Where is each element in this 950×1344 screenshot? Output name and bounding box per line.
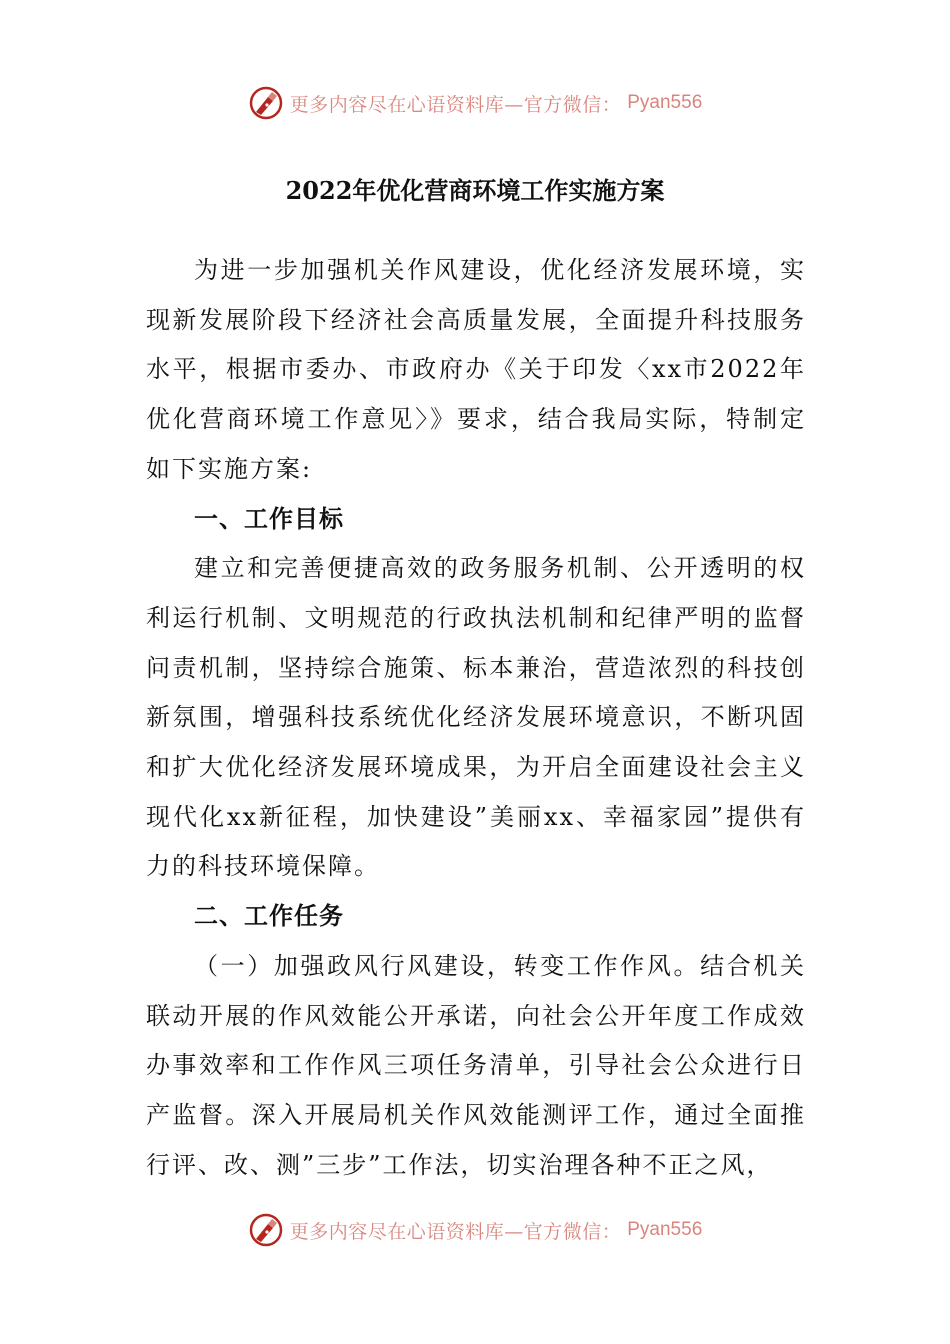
watermark-wechat-id: Pyan556	[627, 1219, 703, 1240]
document-title: 2022年优化营商环境工作实施方案	[285, 176, 665, 205]
task-item-1-paragraph: （一）加强政风行风建设，转变工作作风。结合机关联动开展的作风效能公开承诺，向社会公开年度工作成效办事效率和工作作风三项任务清单，引导社会公众进行日产监督。深入开展局机关作风效能测评工作，通过全面推行评、改、测”三步”工作法，切实治理各种不正之风，	[146, 951, 806, 1179]
section-heading-tasks: 二、工作任务	[194, 902, 344, 931]
watermark-text: 更多内容尽在心语资料库—官方微信：	[289, 1220, 622, 1243]
watermark-text: 更多内容尽在心语资料库—官方微信：	[289, 93, 622, 116]
section-heading-goals: 一、工作目标	[194, 504, 344, 533]
footer-watermark-banner	[0, 1210, 950, 1250]
header-watermark-banner	[0, 83, 950, 123]
goals-paragraph: 建立和完善便捷高效的政务服务机制、公开透明的权利运行机制、文明规范的行政执法机制和纪律严明的监督问责机制，坚持综合施策、标本兼治，营造浓烈的科技创新氛围，增强科技系统优化经济发展环境意识，不断巩固和扩大优化经济发展环境成果，为开启全面建设社会主义现代化xx新征程，加快建设”美丽xx、幸福家园”提供有力的科技环境保障。	[146, 554, 806, 881]
pen-nib-logo-icon	[248, 1212, 284, 1248]
pen-nib-logo-icon	[248, 85, 284, 121]
watermark-wechat-id: Pyan556	[627, 92, 703, 113]
document-body	[146, 246, 806, 1190]
intro-paragraph: 为进一步加强机关作风建设，优化经济发展环境，实现新发展阶段下经济社会高质量发展，全面提升科技服务水平，根据市委办、市政府办《关于印发〈xx市2022年优化营商环境工作意见〉》要求，结合我局实际，特制定如下实施方案:	[146, 256, 806, 483]
